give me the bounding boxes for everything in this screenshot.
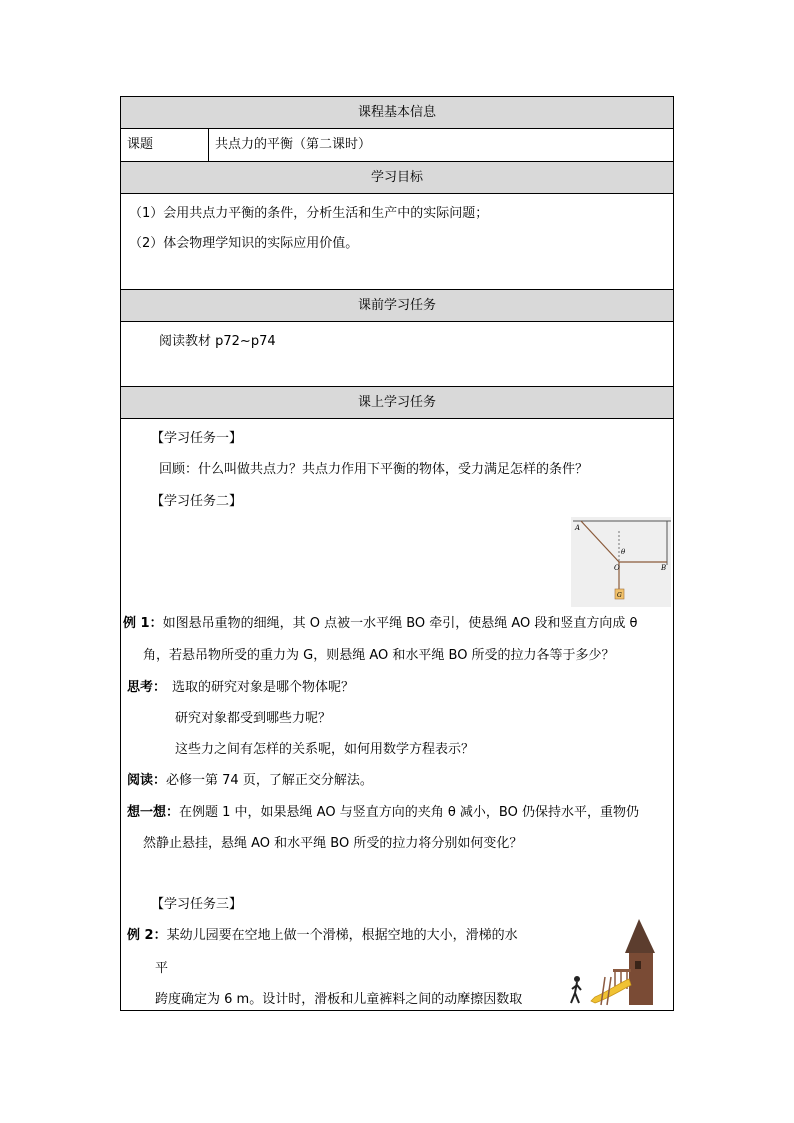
think-question-3: 这些力之间有怎样的关系呢，如何用数学方程表示？	[175, 742, 475, 757]
task2-title: 【学习任务二】	[151, 494, 243, 509]
task1-title: 【学习任务一】	[151, 431, 243, 446]
pre-class-text: 阅读教材 p72~p74	[159, 334, 276, 349]
objectives-header: 学习目标	[121, 162, 673, 194]
label-theta: θ	[621, 548, 626, 556]
think-question-1: 选取的研究对象是哪个物体呢？	[172, 680, 355, 695]
label-g: G	[617, 592, 622, 599]
task1-text: 回顾：什么叫做共点力？共点力作用下平衡的物体，受力满足怎样的条件？	[159, 462, 589, 477]
slide-figure	[565, 917, 673, 1009]
example2-line2: 平	[155, 961, 169, 976]
child-body	[571, 982, 581, 1003]
pre-class-body	[121, 322, 673, 387]
pre-class-header: 课前学习任务	[121, 290, 673, 322]
tower-body	[629, 953, 653, 1005]
topic-label: 课题	[121, 129, 209, 161]
objectives-body	[121, 194, 673, 290]
in-class-header: 课上学习任务	[121, 387, 673, 419]
read-line	[127, 769, 373, 788]
example1-line1	[123, 612, 638, 631]
slide-illustration	[565, 917, 673, 1009]
tower-window	[635, 961, 641, 969]
course-table	[120, 96, 674, 1011]
label-a: A	[575, 524, 581, 532]
slide-chute	[591, 979, 631, 1003]
example2-line3: 跨度确定为 6 m。设计时，滑板和儿童裤料之间的动摩擦因数取	[155, 992, 523, 1007]
hanging-weight-figure	[571, 517, 671, 607]
task3-title: 【学习任务三】	[151, 897, 243, 912]
example1-text-1: 如图悬吊重物的细绳，其 O 点被一水平绳 BO 牵引，使悬绳 AO 段和竖直方向成 θ	[162, 616, 638, 631]
objective-item-2: （2）体会物理学知识的实际应用价值。	[129, 236, 359, 251]
child-head	[574, 976, 580, 982]
objective-item-1: （1）会用共点力平衡的条件，分析生活和生产中的实际问题；	[129, 206, 489, 221]
hanging-weight-diagram	[571, 517, 671, 607]
example1-label: 例 1：	[123, 616, 163, 631]
label-b: B	[661, 564, 667, 572]
rope-ao	[581, 521, 619, 562]
example2-label: 例 2：	[127, 928, 167, 943]
topic-row	[121, 129, 673, 162]
label-o: O	[614, 564, 620, 572]
example2-line1	[127, 924, 518, 943]
ponder-line2: 然静止悬挂，悬绳 AO 和水平绳 BO 所受的拉力将分别如何变化？	[143, 836, 523, 851]
think-label: 思考：	[127, 680, 167, 695]
example2-text-1: 某幼儿园要在空地上做一个滑梯，根据空地的大小，滑梯的水	[166, 928, 518, 943]
ponder-label: 想一想：	[127, 805, 180, 820]
read-text: 必修一第 74 页，了解正交分解法。	[166, 773, 373, 788]
think-line1	[127, 676, 354, 695]
ponder-text-1: 在例题 1 中，如果悬绳 AO 与竖直方向的夹角 θ 减小，BO 仍保持水平，重物仍	[179, 805, 639, 820]
basic-info-header: 课程基本信息	[121, 97, 673, 129]
example1-line2: 角，若悬吊物所受的重力为 G，则悬绳 AO 和水平绳 BO 所受的拉力各等于多少？	[143, 648, 615, 663]
railing-top	[613, 969, 631, 972]
ladder-left	[601, 977, 605, 1005]
read-label: 阅读：	[127, 773, 167, 788]
topic-value: 共点力的平衡（第二课时）	[215, 137, 372, 152]
tower-roof	[625, 919, 655, 953]
ponder-line1	[127, 801, 639, 820]
think-question-2: 研究对象都受到哪些力呢？	[175, 711, 332, 726]
